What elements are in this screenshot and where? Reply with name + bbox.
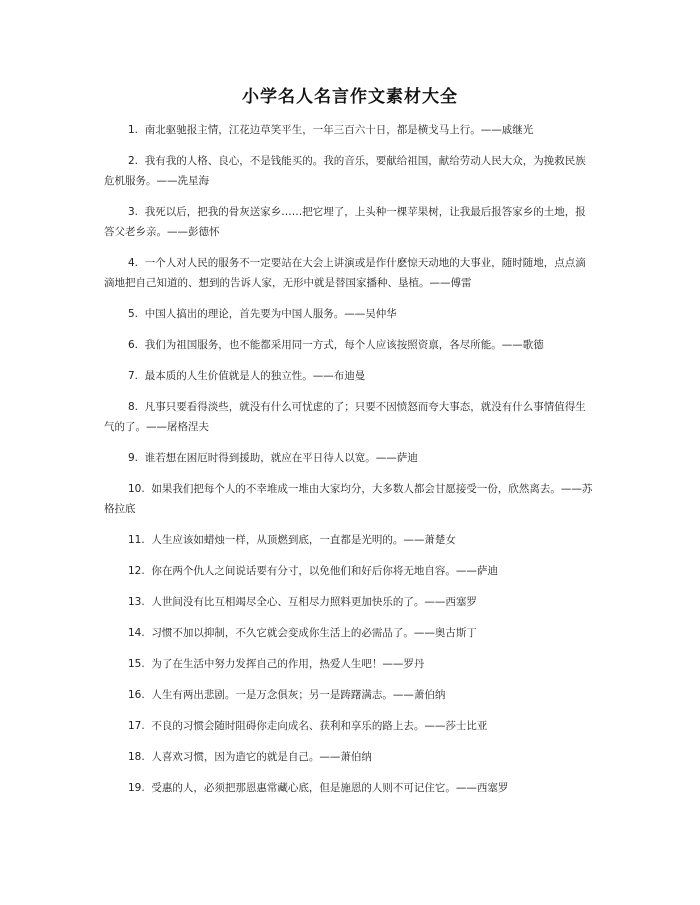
quote-text: 你在两个仇人之间说话要有分寸，以免他们和好后你将无地自容。——萨迪: [151, 565, 498, 577]
quote-item: [104, 397, 594, 437]
quote-text: 谁若想在困厄时得到援助，就应在平日待人以宽。——萨迪: [144, 452, 418, 464]
quote-text: 人喜欢习惯，因为造它的就是自己。——萧伯纳: [151, 751, 372, 763]
quote-text: 人世间没有比互相竭尽全心、互相尽力照料更加快乐的了。——西塞罗: [151, 596, 477, 608]
quote-text: 习惯不加以抑制，不久它就会变成你生活上的必需品了。——奥古斯丁: [151, 627, 477, 639]
quote-item: [104, 304, 594, 324]
quote-item: [104, 151, 594, 191]
quote-item: [104, 202, 594, 242]
quote-number: 17.: [128, 720, 145, 732]
quote-number: 7.: [128, 370, 139, 382]
quote-number: 15.: [128, 658, 145, 670]
quote-text: 我们为祖国服务，也不能都采用同一方式，每个人应该按照资禀，各尽所能。——歌德: [144, 339, 544, 351]
quote-number: 1.: [128, 124, 139, 136]
quote-item: [104, 253, 594, 293]
quote-number: 10.: [128, 483, 145, 495]
quote-number: 19.: [128, 782, 145, 794]
quote-text: 最本质的人生价值就是人的独立性。——布迪曼: [144, 370, 366, 382]
quote-item: [104, 120, 594, 140]
quote-number: 8.: [128, 401, 139, 413]
quote-number: 5.: [128, 308, 139, 320]
quote-item: [104, 335, 594, 355]
quote-number: 4.: [128, 257, 139, 269]
quote-text: 南北驱驰报主情，江花边草笑平生，一年三百六十日，都是横戈马上行。——戚继光: [144, 124, 534, 136]
quote-text: 一个人对人民的服务不一定要站在大会上讲演或是作什麽惊天动地的大事业，随时随地，点点滴滴地把自己知道的、想到的告诉人家，无形中就是替国家播种、垦植。——傅雷: [104, 257, 586, 289]
quote-text: 人生应该如蜡烛一样，从顶燃到底，一直都是光明的。——萧楚女: [151, 534, 456, 546]
quote-number: 11.: [128, 534, 145, 546]
quote-text: 不良的习惯会随时阻碍你走向成名、获利和享乐的路上去。——莎士比亚: [151, 720, 488, 732]
quote-text: 中国人搞出的理论，首先要为中国人服务。——吴仲华: [144, 308, 397, 320]
document-title: 小学名人名言作文素材大全: [242, 87, 458, 107]
quote-item: [104, 592, 594, 612]
quote-number: 18.: [128, 751, 145, 763]
quote-number: 3.: [128, 206, 139, 218]
quote-item: [104, 448, 594, 468]
quote-item: [104, 623, 594, 643]
quote-text: 为了在生活中努力发挥自己的作用，热爱人生吧！——罗丹: [151, 658, 425, 670]
quote-number: 14.: [128, 627, 145, 639]
quote-item: [104, 561, 594, 581]
quote-item: [104, 530, 594, 550]
quote-text: 我有我的人格、良心，不是钱能买的。我的音乐，要献给祖国，献给劳动人民大众，为挽救民族危机服务。——冼星海: [104, 155, 586, 187]
quote-text: 如果我们把每个人的不幸堆成一堆由大家均分，大多数人都会甘愿接受一份，欣然离去。——苏格拉底: [104, 483, 593, 515]
quote-item: [104, 479, 594, 519]
quote-item: [104, 716, 594, 736]
quote-text: 我死以后，把我的骨灰送家乡……把它埋了，上头种一棵苹果树，让我最后报答家乡的土地，报答父老乡亲。——彭德怀: [104, 206, 586, 238]
quote-list: [104, 120, 594, 809]
quote-number: 6.: [128, 339, 139, 351]
quote-item: [104, 778, 594, 798]
quote-text: 受惠的人，必须把那恩惠常藏心底，但是施恩的人则不可记住它。——西塞罗: [151, 782, 509, 794]
quote-number: 2.: [128, 155, 139, 167]
quote-number: 12.: [128, 565, 145, 577]
quote-item: [104, 747, 594, 767]
quote-text: 人生有两出悲剧。一是万念俱灰；另一是踌躇满志。——萧伯纳: [151, 689, 446, 701]
quote-item: [104, 685, 594, 705]
quote-item: [104, 654, 594, 674]
quote-number: 16.: [128, 689, 145, 701]
quote-item: [104, 366, 594, 386]
quote-text: 凡事只要看得淡些，就没有什么可忧虑的了；只要不因愤怒而夸大事态，就没有什么事情值得生气的了。——屠格涅夫: [104, 401, 586, 433]
quote-number: 9.: [128, 452, 139, 464]
quote-number: 13.: [128, 596, 145, 608]
